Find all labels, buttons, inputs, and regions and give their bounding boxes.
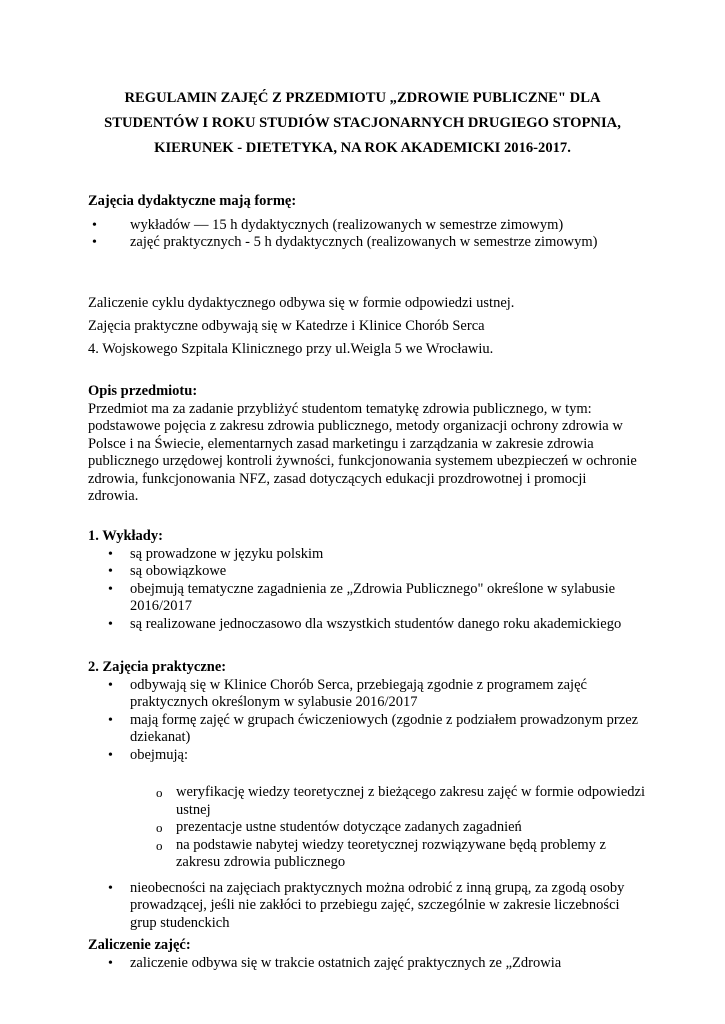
credit-heading: Zaliczenie zajęć: xyxy=(88,937,191,953)
forms-list xyxy=(88,217,648,252)
list-item: • obejmują tematyczne zagadnienia ze „Zdrowia Publicznego" określone w sylabusie 2016/2017 xyxy=(88,581,648,616)
list-item: • są realizowane jednoczasowo dla wszystkich studentów danego roku akademickiego xyxy=(88,616,648,634)
info-section xyxy=(88,292,648,361)
practical-heading: 2. Zajęcia praktyczne: xyxy=(88,659,227,675)
list-item: • zajęć praktycznych - 5 h dydaktycznych (realizowanych w semestrze zimowym) xyxy=(88,234,648,252)
list-item: • mają formę zajęć w grupach ćwiczeniowych (zgodnie z podziałem prowadzonym przez dziekanat) xyxy=(88,712,648,747)
practical-section xyxy=(88,659,648,932)
list-item: • wykładów — 15 h dydaktycznych (realizowanych w semestrze zimowym) xyxy=(88,217,648,235)
document-title xyxy=(60,86,665,161)
info-line-1: Zaliczenie cyklu dydaktycznego odbywa się w formie odpowiedzi ustnej. xyxy=(88,295,515,311)
description-heading: Opis przedmiotu: xyxy=(88,383,198,399)
sub-list-item: o na podstawie nabytej wiedzy teoretycznej rozwiązywane będą problemy z zakresu zdrowia publicznego xyxy=(88,837,648,872)
forms-heading: Zajęcia dydaktyczne mają formę: xyxy=(88,193,297,209)
practical-list-continued xyxy=(88,880,648,933)
lectures-heading: 1. Wykłady: xyxy=(88,528,163,544)
sub-list-item: o prezentacje ustne studentów dotyczące zadanych zagadnień xyxy=(88,819,648,837)
credit-list xyxy=(88,955,648,973)
credit-section xyxy=(88,937,648,972)
sub-list-item: o weryfikację wiedzy teoretycznej z bieżącego zakresu zajęć w formie odpowiedzi ustnej xyxy=(88,784,648,819)
title-line-3: KIERUNEK - DIETETYKA, NA ROK AKADEMICKI 2016-2017. xyxy=(154,140,571,156)
list-item: • zaliczenie odbywa się w trakcie ostatnich zajęć praktycznych ze „Zdrowia xyxy=(88,955,648,973)
lectures-list xyxy=(88,546,648,634)
list-item: • obejmują: xyxy=(88,747,648,765)
title-line-1: REGULAMIN ZAJĘĆ Z PRZEDMIOTU „ZDROWIE PUBLICZNE" DLA xyxy=(124,90,601,106)
list-item: • nieobecności na zajęciach praktycznych można odrobić z inną grupą, za zgodą osoby prowadzącej, jeśli nie zakłóci to przebiegu zajęć, szczególnie w zakresie liczebności grup studenckich xyxy=(88,880,648,933)
practical-sublist xyxy=(88,784,648,872)
description-text: Przedmiot ma za zadanie przybliżyć studentom tematykę zdrowia publicznego, w tym: podstawowe pojęcia z zakresu zdrowia publicznego, metody organizacji ochrony zdrowia w Polsce i na Świecie, elementarnych zasad marketingu i zarządzania w zakresie zdrowia publicznego urzędowej kontroli żywności, funkcjonowania systemem ubezpieczeń w ochronie zdrowia, funkcjonowania NFZ, zasad dotyczących edukacji prozdrowotnej i promocji zdrowia. xyxy=(88,400,637,504)
list-item: • są prowadzone w języku polskim xyxy=(88,546,648,564)
description-section xyxy=(88,383,640,506)
info-line-3: 4. Wojskowego Szpitala Klinicznego przy ul.Weigla 5 we Wrocławiu. xyxy=(88,341,494,357)
lectures-section xyxy=(88,528,648,633)
list-item: • odbywają się w Klinice Chorób Serca, przebiegają zgodnie z programem zajęć praktycznych określonym w sylabusie 2016/2017 xyxy=(88,677,648,712)
list-item: • są obowiązkowe xyxy=(88,563,648,581)
info-line-2: Zajęcia praktyczne odbywają się w Katedrze i Klinice Chorób Serca xyxy=(88,318,485,334)
forms-section xyxy=(88,193,648,252)
practical-list xyxy=(88,677,648,765)
title-line-2: STUDENTÓW I ROKU STUDIÓW STACJONARNYCH DRUGIEGO STOPNIA, xyxy=(104,115,621,131)
